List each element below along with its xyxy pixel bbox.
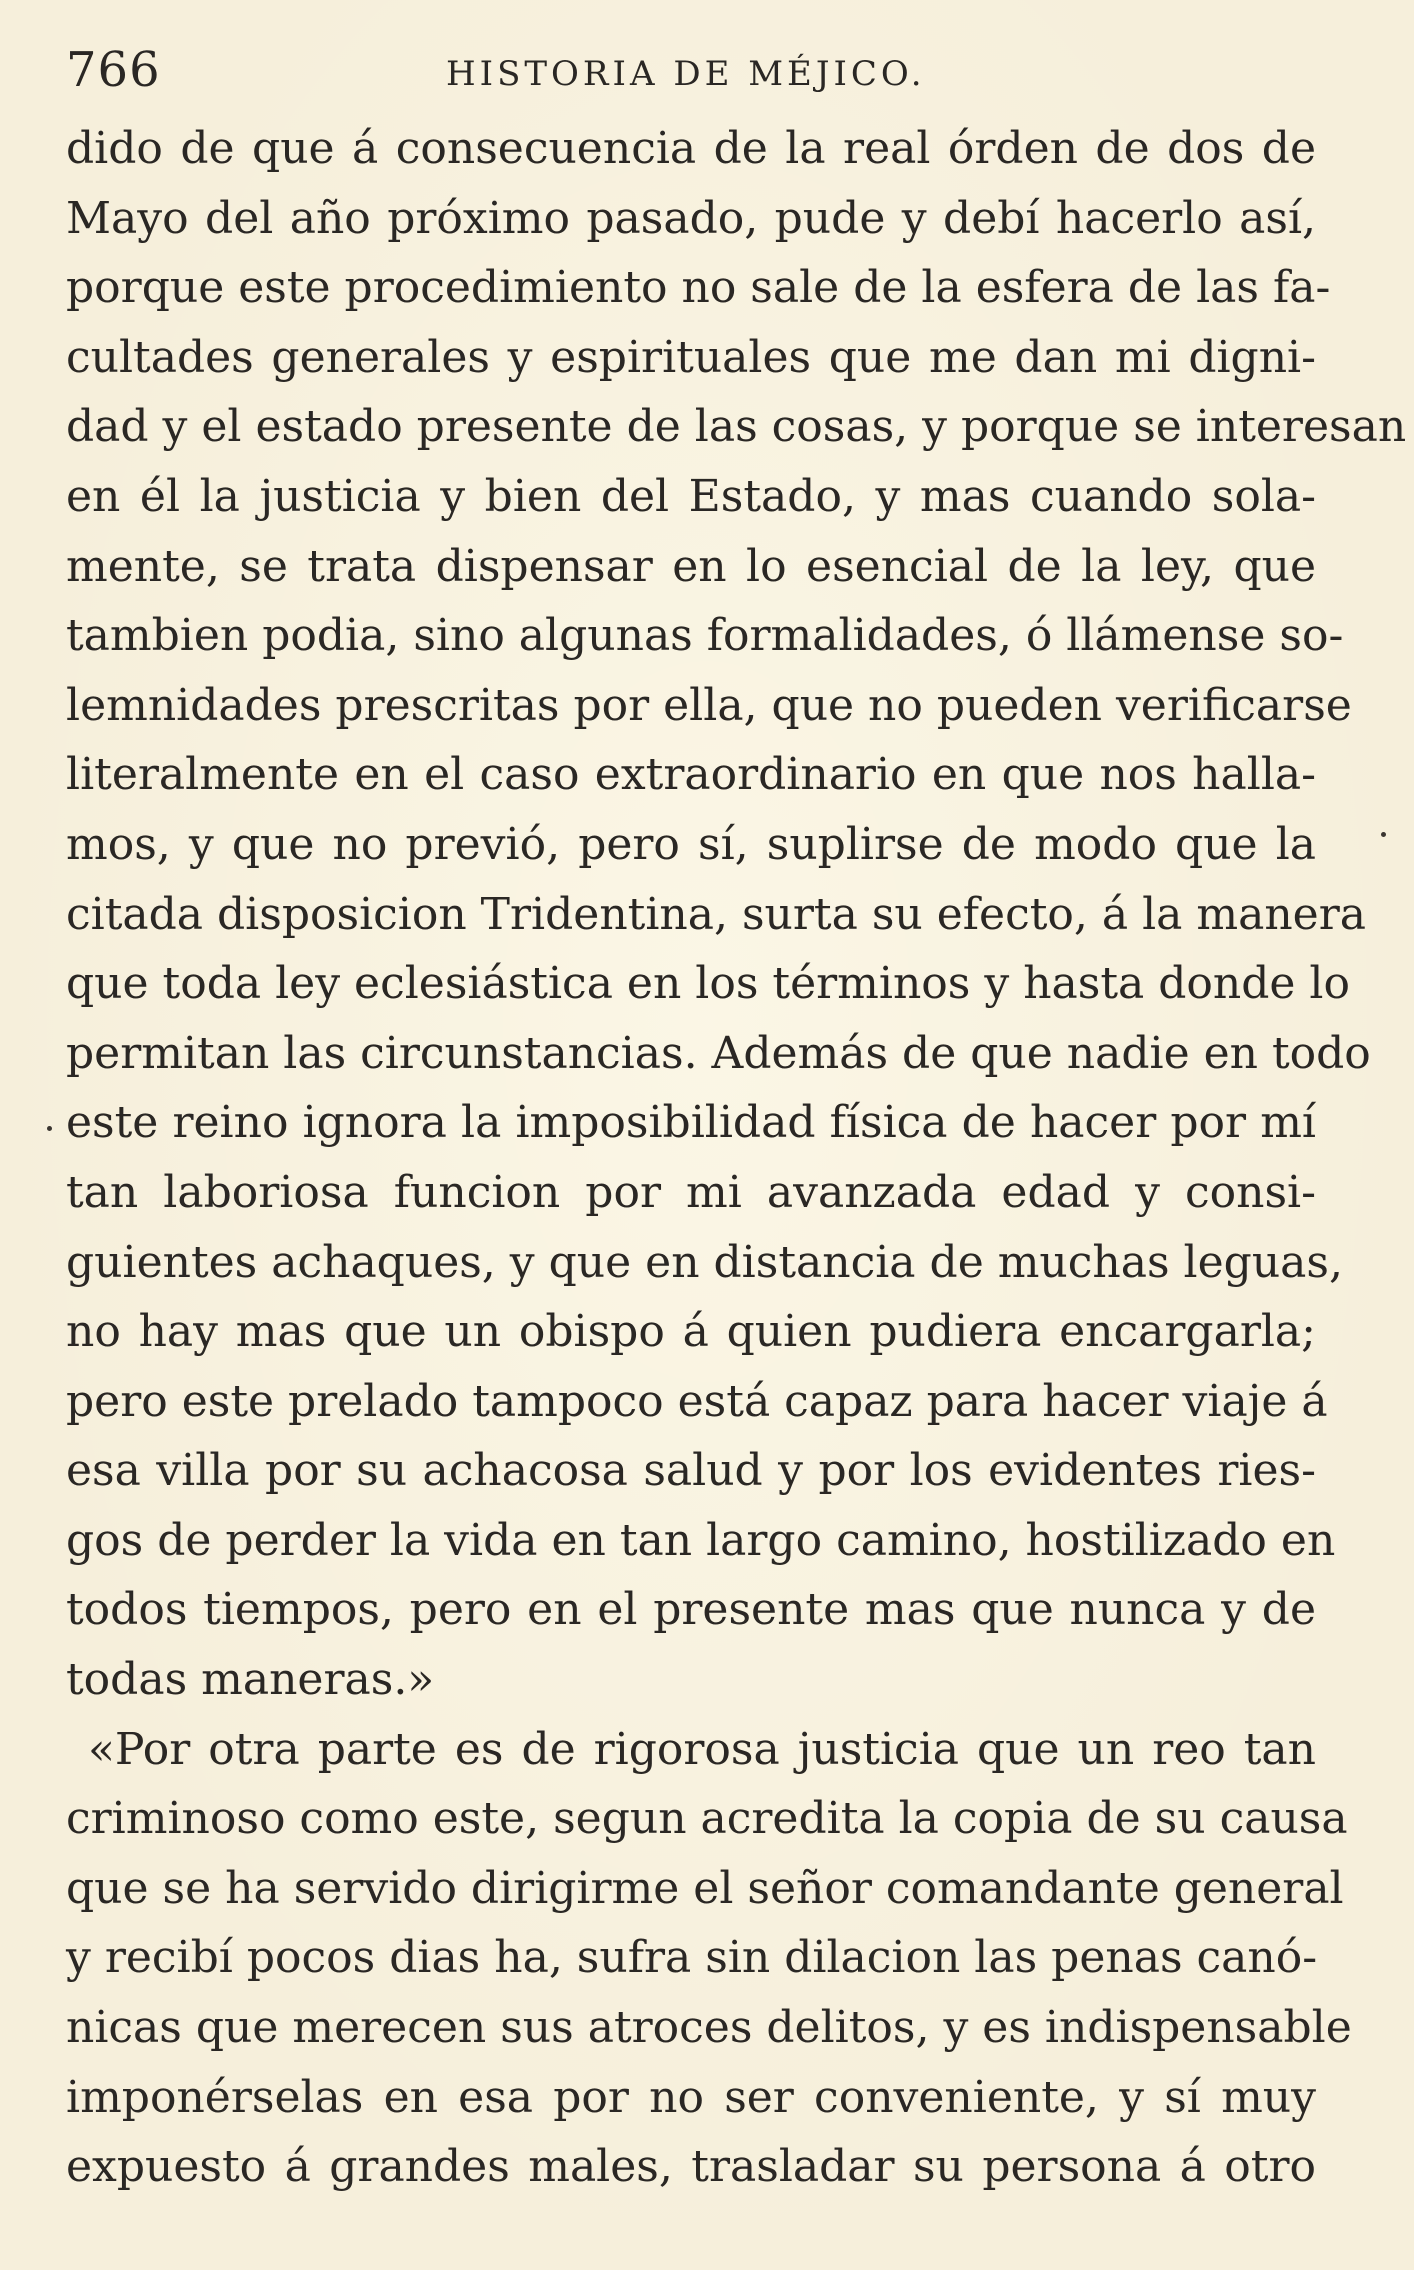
- body-text: [66, 114, 1407, 2202]
- text-line: no hay mas que un obispo á quien pudiera encargarla;: [66, 1306, 1316, 1358]
- text-line: que toda ley eclesiástica en los términos y hasta donde lo: [66, 958, 1350, 1010]
- text-line: nicas que merecen sus atroces delitos, y es indispensable: [66, 2002, 1352, 2054]
- text-line: dad y el estado presente de las cosas, y porque se interesan: [66, 401, 1407, 453]
- text-line: todas maneras.»: [66, 1654, 435, 1706]
- text-line: porque este procedimiento no sale de la esfera de las fa-: [66, 262, 1331, 314]
- text-line: Mayo del año próximo pasado, pude y debí hacerlo así,: [66, 192, 1316, 244]
- text-line: en él la justicia y bien del Estado, y mas cuando sola-: [66, 470, 1316, 522]
- text-line: literalmente en el caso extraordinario en que nos halla-: [66, 749, 1316, 801]
- page-number: 766: [66, 42, 161, 98]
- text-line: que se ha servido dirigirme el señor comandante general: [66, 1862, 1344, 1914]
- text-line: todos tiempos, pero en el presente mas que nunca y de: [66, 1584, 1316, 1636]
- text-line: esa villa por su achacosa salud y por los evidentes ries-: [66, 1445, 1316, 1497]
- text-line: criminoso como este, segun acredita la copia de su causa: [66, 1793, 1348, 1845]
- text-line: permitan las circunstancias. Además de que nadie en todo: [66, 1027, 1371, 1079]
- text-line: expuesto á grandes males, trasladar su persona á otro: [66, 2141, 1316, 2193]
- page-header: [66, 40, 1316, 100]
- text-line: tan laboriosa funcion por mi avanzada edad y consi-: [66, 1166, 1316, 1218]
- text-line: cultades generales y espirituales que me dan mi digni-: [66, 331, 1316, 383]
- text-line: este reino ignora la imposibilidad física de hacer por mí: [66, 1097, 1316, 1149]
- text-line: «Por otra parte es de rigorosa justicia que un reo tan: [88, 1723, 1316, 1775]
- text-line: guientes achaques, y que en distancia de muchas leguas,: [66, 1236, 1343, 1288]
- text-line: y recibí pocos dias ha, sufra sin dilacion las penas canó-: [66, 1932, 1318, 1984]
- text-line: mos, y que no previó, pero sí, suplirse de modo que la: [66, 818, 1316, 870]
- paragraph-2: [66, 1715, 1352, 2202]
- text-line: citada disposicion Tridentina, surta su efecto, á la manera: [66, 888, 1366, 940]
- ink-speck: [1381, 832, 1386, 837]
- text-line: lemnidades prescritas por ella, que no pueden verificarse: [66, 679, 1352, 731]
- text-line: tambien podia, sino algunas formalidades, ó llámense so-: [66, 610, 1344, 662]
- text-line: imponérselas en esa por no ser conveniente, y sí muy: [66, 2071, 1316, 2123]
- text-line: pero este prelado tampoco está capaz para hacer viaje á: [66, 1375, 1328, 1427]
- text-line: gos de perder la vida en tan largo camino, hostilizado en: [66, 1514, 1336, 1566]
- paragraph-1: [66, 114, 1407, 1715]
- text-line: mente, se trata dispensar en lo esencial de la ley, que: [66, 540, 1316, 592]
- text-line: dido de que á consecuencia de la real órden de dos de: [66, 123, 1316, 174]
- ink-speck: [47, 1126, 52, 1131]
- running-head: HISTORIA DE MÉJICO.: [446, 54, 926, 94]
